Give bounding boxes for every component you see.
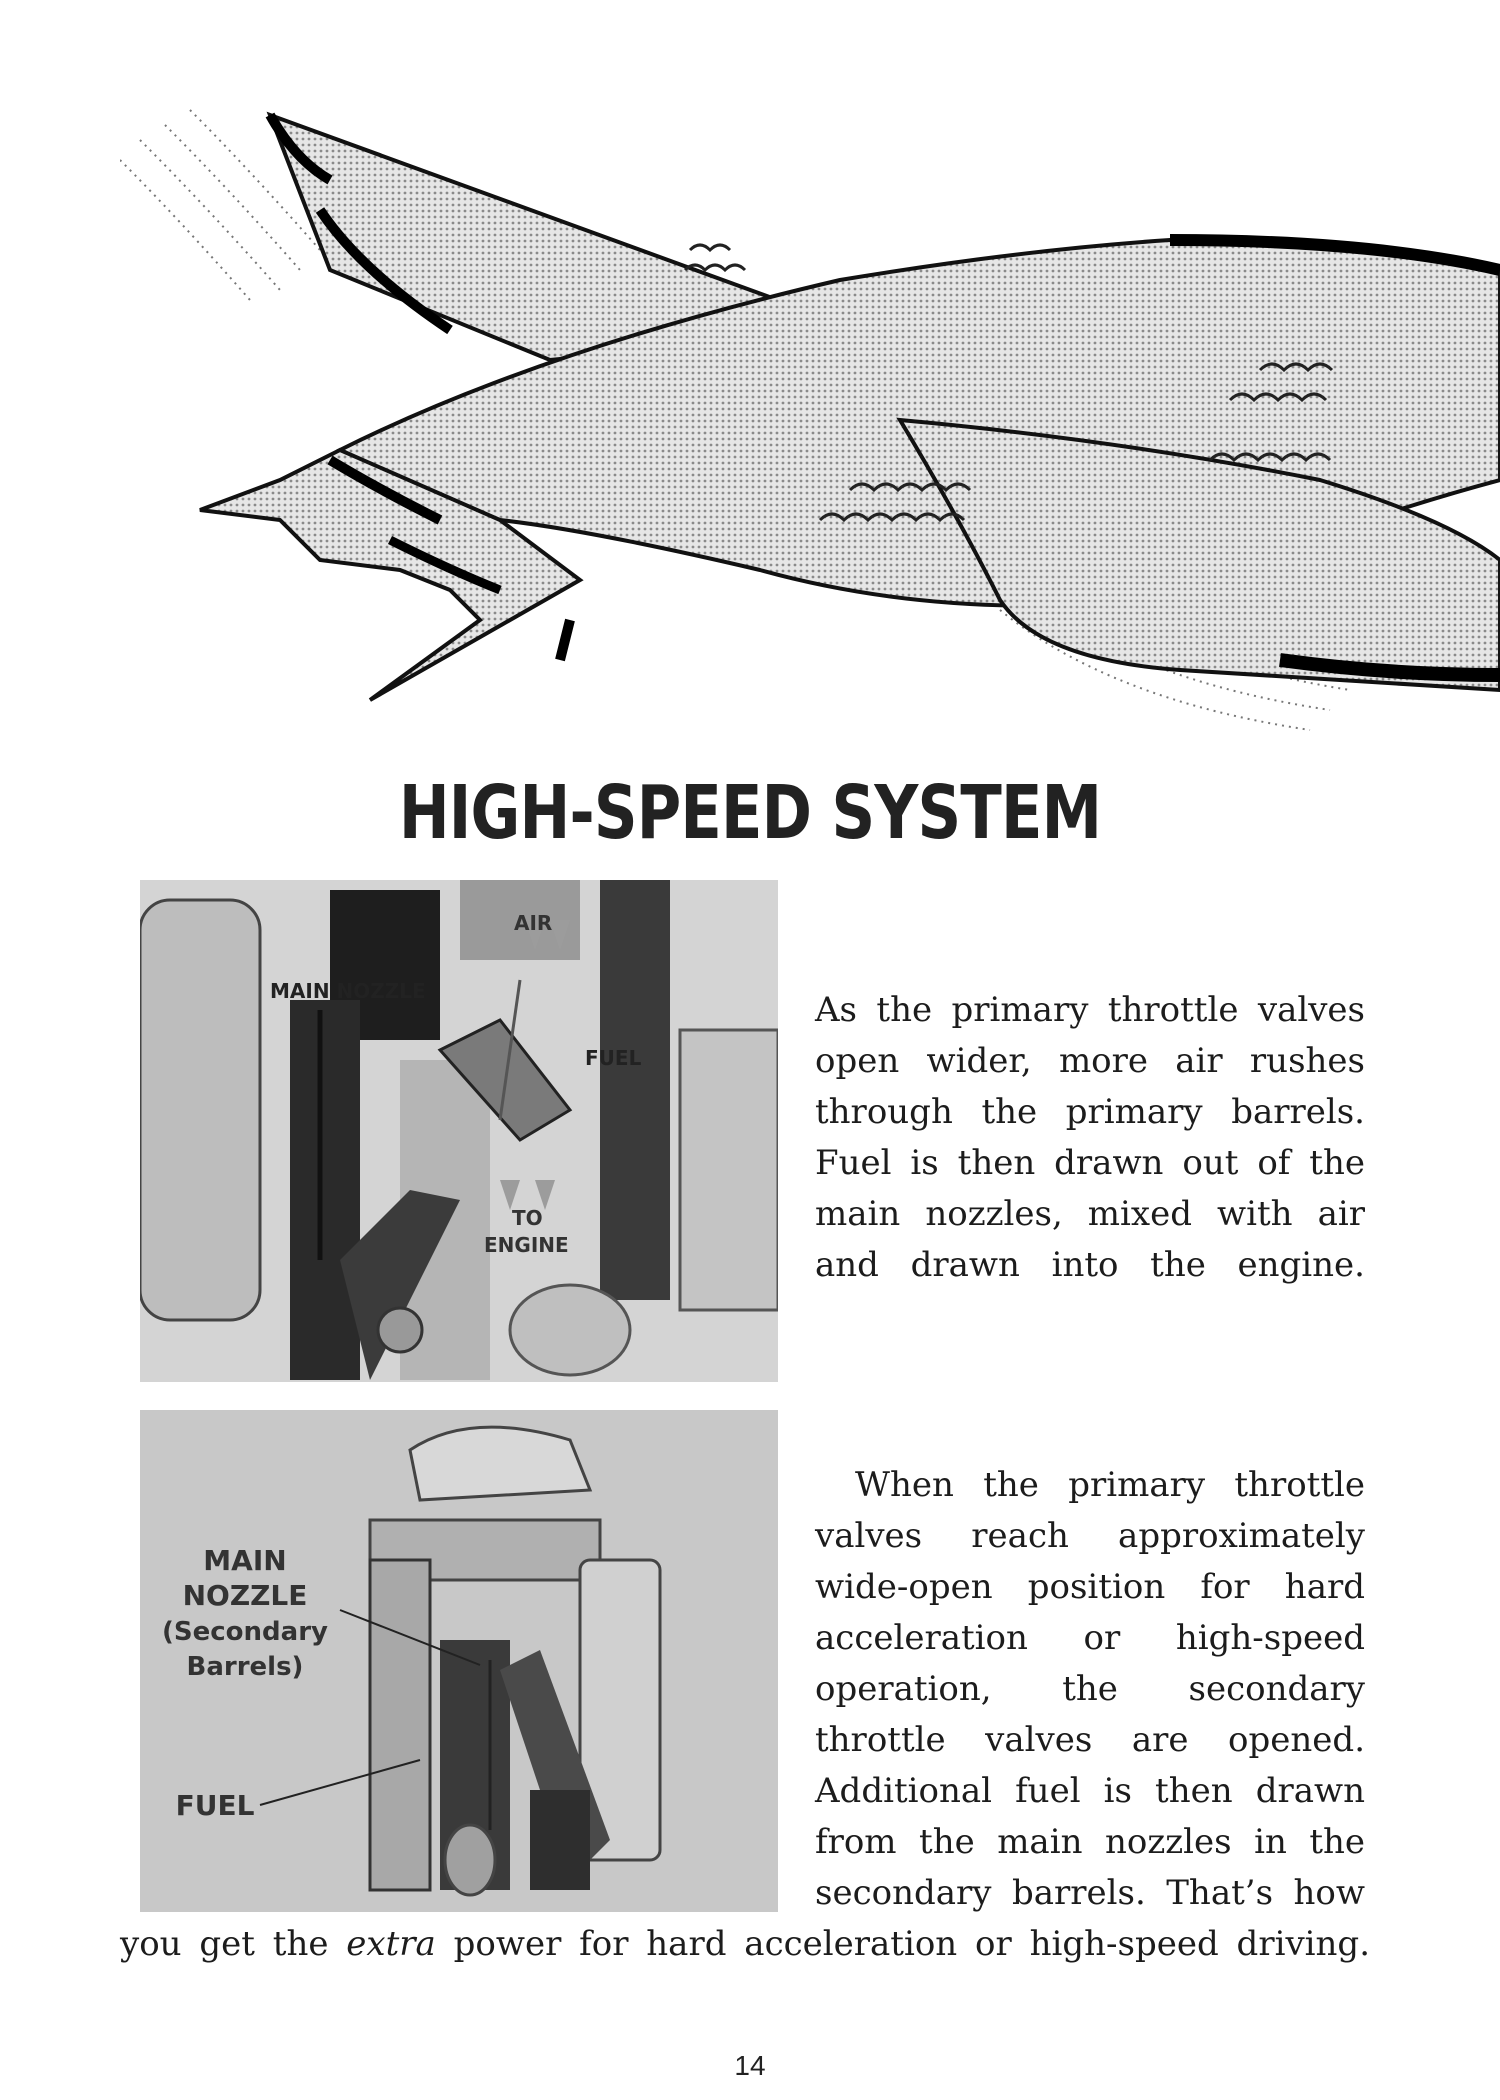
fuel-label: FUEL	[585, 1046, 642, 1070]
page-title: HIGH-SPEED SYSTEM	[398, 770, 1102, 856]
paragraph-line: and drawn into the engine.	[815, 1245, 1365, 1285]
secondary-label: (Secondary	[162, 1617, 328, 1647]
paragraph-line: wide-open position for hard	[815, 1567, 1365, 1607]
paragraph-line: valves reach approximately	[815, 1516, 1365, 1556]
paragraph-line: Additional fuel is then drawn	[815, 1771, 1365, 1811]
air-label: AIR	[514, 911, 553, 935]
secondary-barrel-cutaway-figure	[140, 1410, 778, 1912]
main-nozzle-label: MAIN NOZZLE	[270, 979, 426, 1003]
nozzle-label: NOZZLE	[182, 1579, 308, 1612]
paragraph-line: open wider, more air rushes	[815, 1041, 1365, 1081]
engine-label: ENGINE	[484, 1233, 569, 1257]
paragraph-primary	[815, 985, 1365, 1291]
paragraph-secondary	[815, 1460, 1365, 1919]
bird-illustration	[120, 100, 1500, 740]
paragraph-line: Fuel is then drawn out of the	[815, 1143, 1365, 1183]
paragraph-line: When the primary throttle	[855, 1465, 1365, 1505]
paragraph-line: secondary barrels. That’s how	[815, 1873, 1365, 1913]
paragraph-line: operation, the secondary	[815, 1669, 1365, 1709]
paragraph-line: throttle valves are opened.	[815, 1720, 1365, 1760]
paragraph-line: from the main nozzles in the	[815, 1822, 1365, 1862]
secondary-barrel-diagram	[140, 1410, 778, 1912]
paragraph-line: acceleration or high-speed	[815, 1618, 1365, 1658]
final-line-end: power for hard acceleration or high-speed driving.	[435, 1924, 1370, 1964]
paragraph-line: As the primary throttle valves	[815, 990, 1365, 1030]
final-line-emphasis: extra	[346, 1924, 436, 1964]
to-label: TO	[512, 1206, 543, 1230]
fuel-label: FUEL	[175, 1789, 255, 1822]
final-line-start: you get the	[120, 1924, 347, 1964]
main-label: MAIN	[203, 1544, 287, 1577]
primary-barrel-diagram	[140, 880, 778, 1382]
paragraph-final-line	[120, 1919, 1370, 1970]
page-number: 14	[734, 2050, 766, 2081]
barrels-label: Barrels)	[186, 1652, 304, 1682]
paragraph-line: main nozzles, mixed with air	[815, 1194, 1365, 1234]
primary-barrel-cutaway-figure	[140, 880, 778, 1382]
paragraph-line: through the primary barrels.	[815, 1092, 1365, 1132]
